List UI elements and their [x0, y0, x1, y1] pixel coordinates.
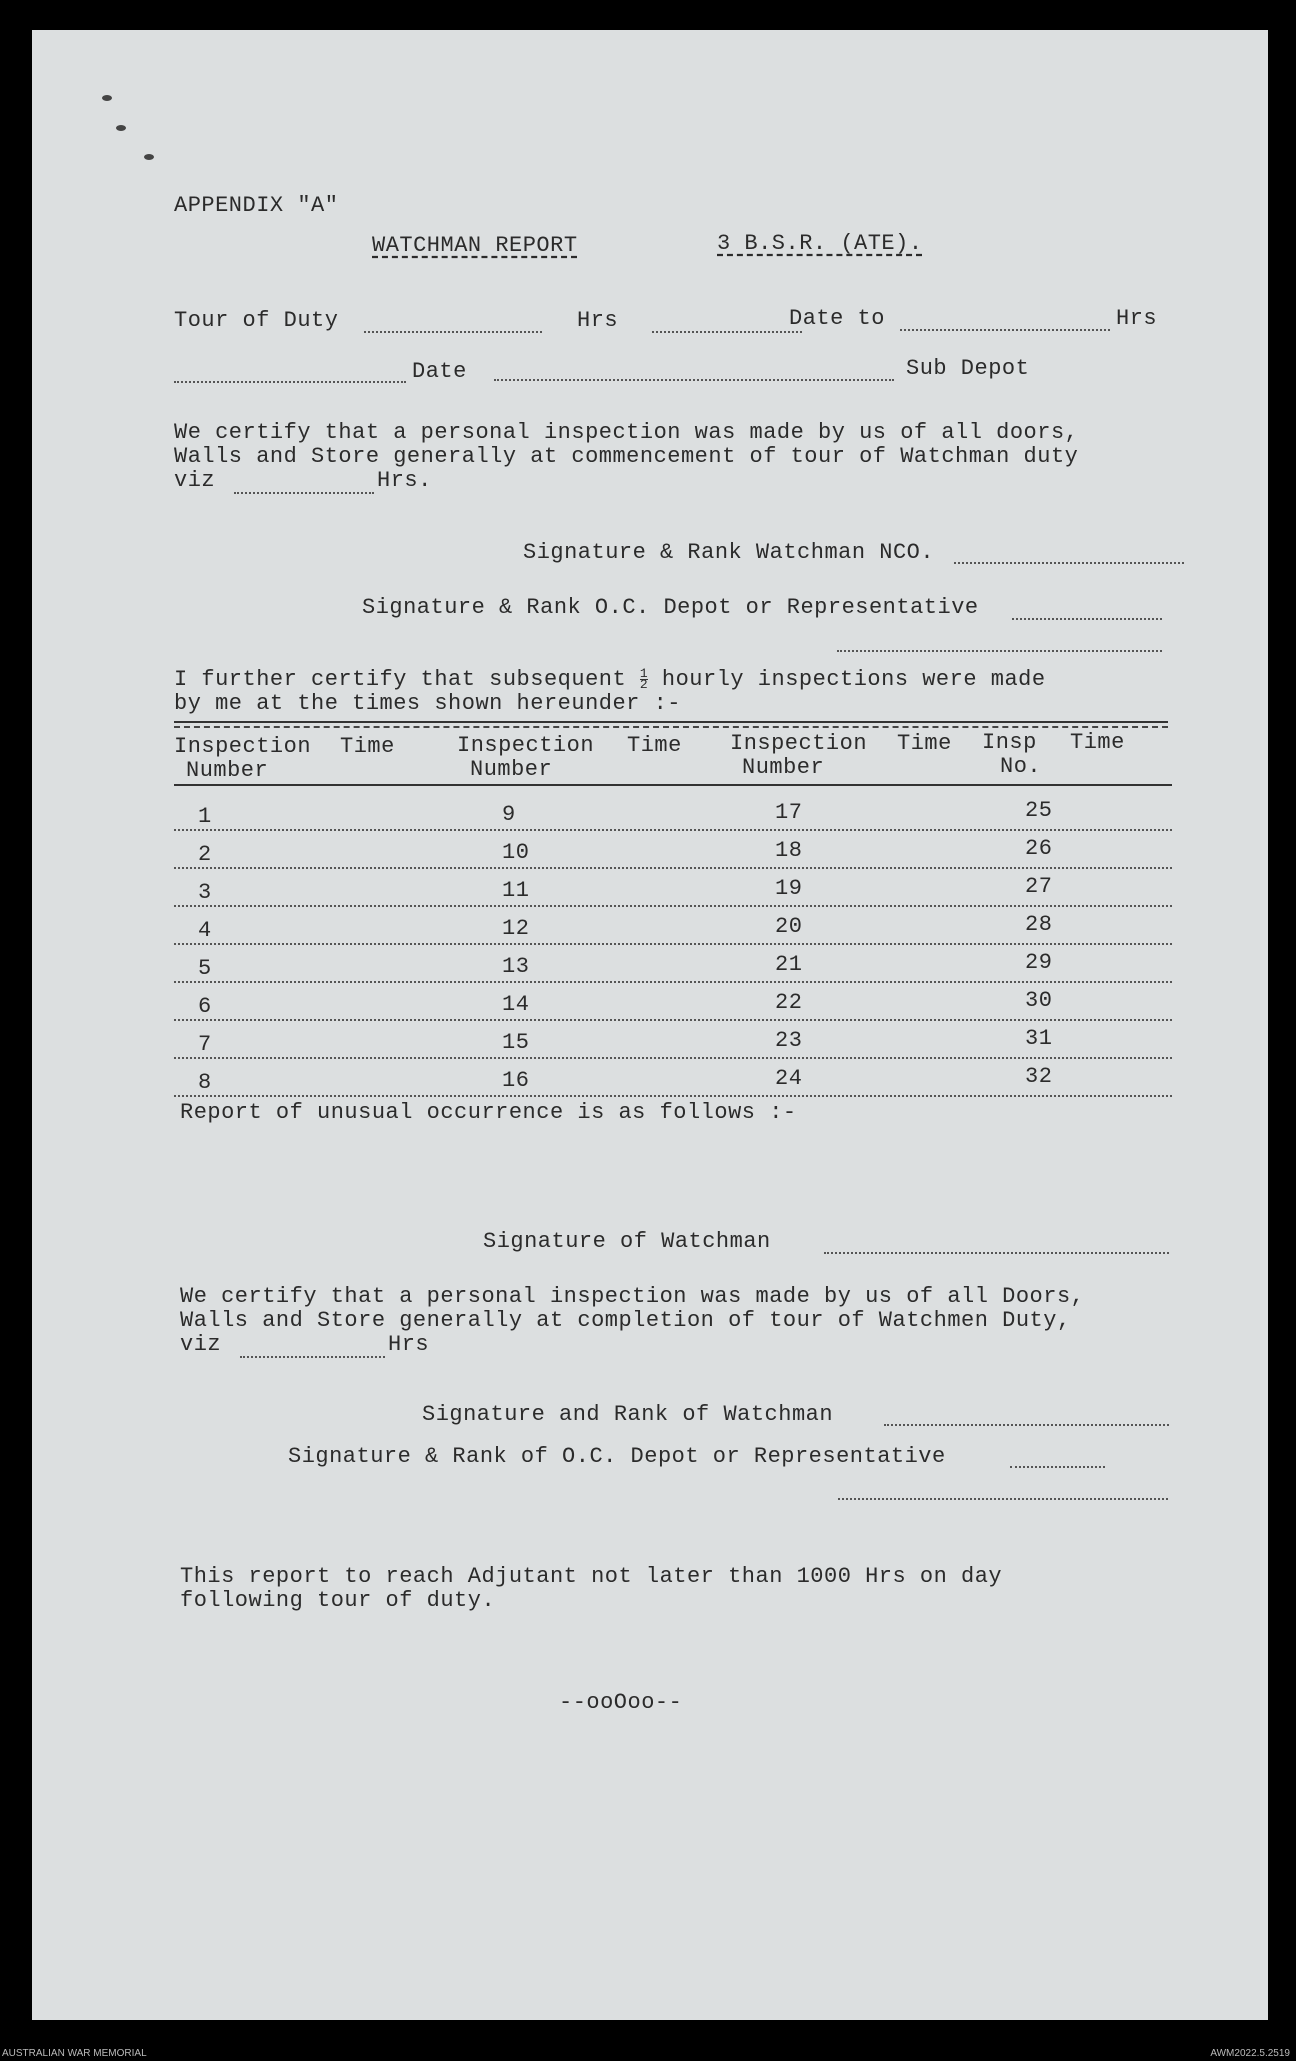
- inspection-number-cell: 22: [775, 990, 803, 1015]
- table-row-rule: [174, 1019, 1172, 1021]
- inspection-number-cell: 17: [775, 800, 803, 825]
- inspection-number-cell: 13: [502, 954, 530, 979]
- inspection-number-cell: 30: [1025, 988, 1053, 1013]
- table-row-rule: [174, 829, 1172, 831]
- table-row-rule: [174, 867, 1172, 869]
- watchman-signature-label: Signature of Watchman: [483, 1229, 771, 1254]
- inspection-number-cell: 1: [198, 804, 212, 829]
- end-mark: --ooOoo--: [559, 1690, 683, 1715]
- tour-of-duty-field: [364, 331, 542, 333]
- oc-depot-signature-label: Signature & Rank O.C. Depot or Representative: [362, 595, 979, 620]
- closing-instruction: following tour of duty.: [180, 1588, 496, 1613]
- inspection-number-cell: 8: [198, 1070, 212, 1095]
- sub-depot-label: Sub Depot: [906, 356, 1030, 381]
- date-to-label: Date to: [789, 306, 885, 331]
- inspection-number-cell: 7: [198, 1032, 212, 1057]
- sub-depot-field: [494, 379, 894, 381]
- completion-certification-text: We certify that a personal inspection was made by us of all Doors,: [180, 1284, 1085, 1309]
- date-label: Date: [412, 359, 467, 384]
- inspection-number-cell: 32: [1025, 1064, 1053, 1089]
- inspection-number-cell: 27: [1025, 874, 1053, 899]
- tour-of-duty-label: Tour of Duty: [174, 308, 339, 333]
- date-to-field: [900, 329, 1110, 331]
- further-certification-text: I further certify that subsequent $\frac{1}{2}$ hourly inspections were made: [174, 665, 1046, 692]
- inspection-number-cell: 18: [775, 838, 803, 863]
- watchman-signature-field: [824, 1252, 1169, 1254]
- inspection-number-cell: 23: [775, 1028, 803, 1053]
- inspection-number-cell: 24: [775, 1066, 803, 1091]
- inspection-number-cell: 20: [775, 914, 803, 939]
- blank-field: [652, 331, 802, 333]
- table-top-rule: [174, 721, 1168, 723]
- inspection-number-cell: 31: [1025, 1026, 1053, 1051]
- inspection-number-cell: 29: [1025, 950, 1053, 975]
- footer-accession-number: AWM2022.5.2519: [1210, 2048, 1290, 2059]
- inspection-number-cell: 5: [198, 956, 212, 981]
- hrs-label: Hrs.: [377, 468, 432, 493]
- viz-label: viz: [180, 1332, 222, 1357]
- appendix-label: APPENDIX "A": [174, 193, 339, 218]
- oc-depot-signature-field: [837, 650, 1162, 652]
- commencement-hrs-field: [234, 492, 374, 494]
- table-row-rule: [174, 943, 1172, 945]
- inspection-number-cell: 12: [502, 916, 530, 941]
- punch-hole-mark: [102, 95, 112, 101]
- completion-certification-text: Walls and Store generally at completion of tour of Watchmen Duty,: [180, 1308, 1071, 1333]
- inspection-number-cell: 10: [502, 840, 530, 865]
- unusual-occurrence-label: Report of unusual occurrence is as follows :-: [180, 1100, 797, 1125]
- hrs-label: Hrs: [388, 1332, 430, 1357]
- oc-depot-signature-label: Signature & Rank of O.C. Depot or Representative: [288, 1444, 946, 1469]
- document-page: APPENDIX "A" WATCHMAN REPORT 3 B.S.R. (ATE). Tour of Duty Hrs Date to Hrs Date Sub Depot We certify that a personal inspection was made by us of all doors, Walls and Store generally at commencement of tour of Watchman duty viz Hrs. Signature & Rank Watchman NCO. Signature & Rank O.C. Depot or Representative I further certify that subsequent $\frac{1}{2}$ hourly inspections were made by me at the times shown hereunder :- Inspection Number Time Inspection Number Time Inspection Number Time Insp No. Time 1 9 17 25 2 10 18 26 3 11 19 27 4 12 20 28 5 13 21 29 6 14 22 30 7 15 23 31 8 16 24 32 Report of unusual occurrence is as follows :- Signature of Watchman We certify that a personal inspection was made by us of all Doors, Walls and Store generally at completion of tour of Watchmen Duty, viz Hrs Signature and Rank of Watchman Signature & Rank of O.C. Depot or Representative This report to reach Adjutant not later than 1000 Hrs on day following tour of duty. --ooOoo--: [32, 30, 1268, 2020]
- punch-hole-mark: [116, 125, 126, 131]
- hrs-label: Hrs: [1116, 306, 1158, 331]
- inspection-number-cell: 4: [198, 918, 212, 943]
- oc-depot-signature-field: [1010, 1466, 1105, 1468]
- inspection-number-cell: 9: [502, 802, 516, 827]
- hrs-label: Hrs: [577, 308, 619, 333]
- inspection-number-cell: 3: [198, 880, 212, 905]
- inspection-number-cell: 15: [502, 1030, 530, 1055]
- inspection-number-cell: 28: [1025, 912, 1053, 937]
- closing-instruction: This report to reach Adjutant not later than 1000 Hrs on day: [180, 1564, 1003, 1589]
- footer-credit: AUSTRALIAN WAR MEMORIAL: [2, 2048, 147, 2059]
- inspection-number-cell: 26: [1025, 836, 1053, 861]
- inspection-number-cell: 25: [1025, 798, 1053, 823]
- certification-text: We certify that a personal inspection was made by us of all doors,: [174, 420, 1079, 445]
- viz-label: viz: [174, 468, 216, 493]
- rank-watchman-signature-field: [884, 1424, 1169, 1426]
- watchman-nco-signature-field: [954, 562, 1184, 564]
- further-certification-text: by me at the times shown hereunder :-: [174, 691, 681, 716]
- inspection-number-cell: 21: [775, 952, 803, 977]
- inspection-number-cell: 2: [198, 842, 212, 867]
- certification-text: Walls and Store generally at commencement of tour of Watchman duty: [174, 444, 1079, 469]
- inspection-number-cell: 11: [502, 878, 530, 903]
- half-fraction: $\frac{1}{2}$: [639, 665, 649, 692]
- inspection-number-cell: 16: [502, 1068, 530, 1093]
- oc-depot-signature-field: [838, 1498, 1168, 1500]
- table-row-rule: [174, 1057, 1172, 1059]
- table-header-rule: [174, 784, 1172, 786]
- table-row-rule: [174, 1095, 1172, 1097]
- table-row-rule: [174, 905, 1172, 907]
- oc-depot-signature-field: [1012, 618, 1162, 620]
- inspection-number-cell: 6: [198, 994, 212, 1019]
- punch-hole-mark: [144, 154, 154, 160]
- inspection-number-cell: 14: [502, 992, 530, 1017]
- watchman-nco-signature-label: Signature & Rank Watchman NCO.: [523, 540, 935, 565]
- table-row-rule: [174, 981, 1172, 983]
- inspection-number-cell: 19: [775, 876, 803, 901]
- date-field: [174, 381, 406, 383]
- report-title: WATCHMAN REPORT: [372, 233, 578, 258]
- completion-hrs-field: [240, 1356, 385, 1358]
- table-top-rule: [174, 726, 1168, 728]
- unit-name: 3 B.S.R. (ATE).: [717, 231, 923, 256]
- rank-watchman-signature-label: Signature and Rank of Watchman: [422, 1402, 834, 1427]
